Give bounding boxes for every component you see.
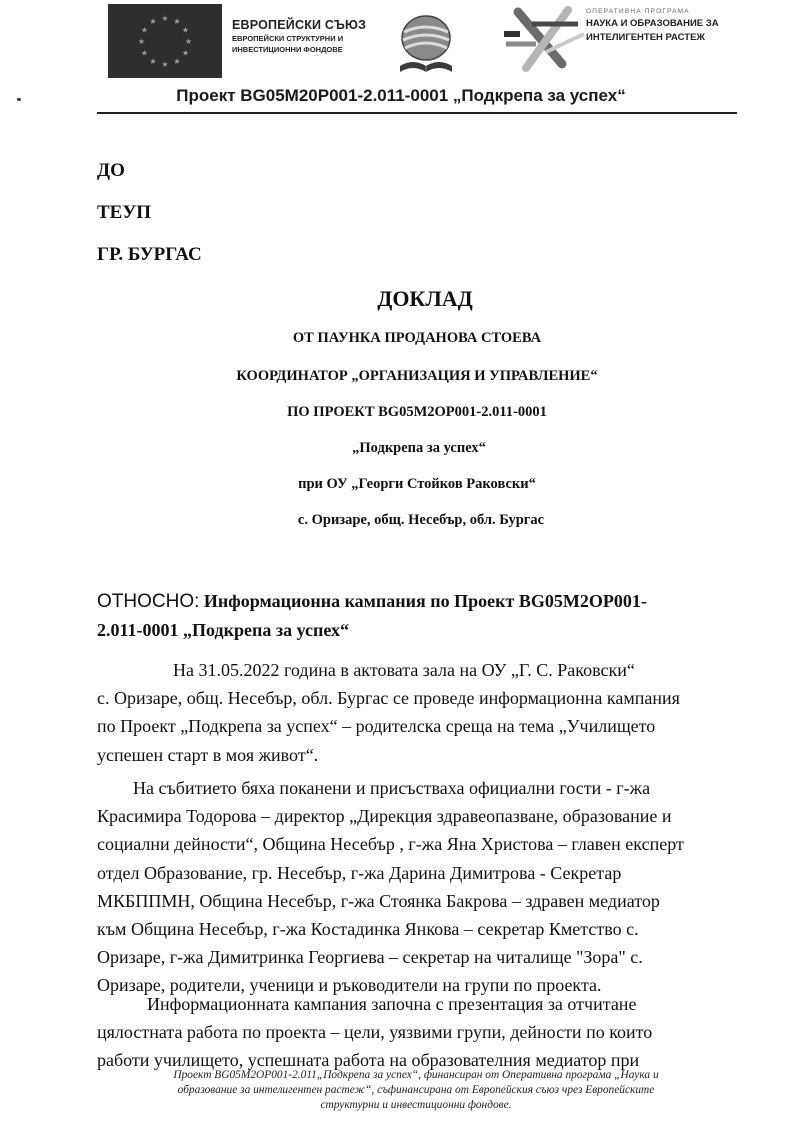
operational-programme-logo [500, 4, 590, 78]
paragraph-2 [97, 774, 733, 1000]
svg-text:★: ★ [140, 48, 149, 58]
op-overline: ОПЕРАТИВНА ПРОГРАМА [586, 8, 690, 15]
paragraph-line: цялостната работа по проекта – цели, уязвими групи, дейности по които [97, 1022, 653, 1043]
paragraph-line: успешен старт в моя живот“. [97, 744, 319, 765]
paragraph-line: Информационната кампания започна с презентация за отчитане [147, 994, 637, 1014]
paragraph-line: социални дейности“, Община Несебър , г-жа Яна Христова – главен експерт [97, 834, 684, 855]
paragraph-line: МКБППМН, Община Несебър, г-жа Стоянка Бакрова – здравен медиатор [97, 890, 660, 911]
op-emblem-icon [500, 4, 590, 78]
paragraph-line: към Община Несебър, г-жа Костадинка Янкова – секретар Кметство с. [97, 919, 639, 940]
addressee-org: ТЕУП [97, 202, 152, 223]
svg-text:★: ★ [181, 48, 190, 58]
svg-text:★: ★ [161, 60, 169, 69]
eu-subtitle-2: ИНВЕСТИЦИОННИ ФОНДОВЕ [232, 45, 343, 54]
globe-book-icon [386, 8, 466, 82]
report-project-code: ПО ПРОЕКТ BG05M2OP001-2.011-0001 [287, 404, 547, 420]
eu-stars-icon [108, 4, 222, 78]
report-title: ДОКЛАД [377, 286, 473, 311]
header-divider [97, 112, 737, 114]
svg-text:★: ★ [181, 25, 190, 35]
paragraph-line: Оризаре, родители, ученици и ръководители на групи по проекта. [97, 975, 602, 996]
paragraph-line: Красимира Тодорова – директор „Дирекция здравеопазване, образование и [97, 806, 672, 827]
addressee-to: ДО [97, 160, 125, 181]
svg-text:★: ★ [149, 17, 157, 26]
svg-text:★: ★ [140, 25, 149, 35]
eu-title: ЕВРОПЕЙСКИ СЪЮЗ [232, 18, 367, 32]
report-school: при ОУ „Георги Стойков Раковски“ [298, 476, 536, 492]
svg-text:★: ★ [161, 14, 169, 23]
paragraph-line: На 31.05.2022 година в актовата зала на ОУ „Г. С. Раковски“ [173, 660, 635, 680]
addressee-city: ГР. БУРГАС [97, 244, 202, 265]
paragraph-line: отдел Образование, гр. Несебър, г-жа Дарина Димитрова - Секретар [97, 862, 622, 883]
eu-flag-logo [108, 4, 222, 78]
paragraph-line: Оризаре, г-жа Димитринка Георгиева – секретар на читалище "Зора" с. [97, 947, 643, 968]
paragraph-1 [97, 656, 733, 769]
subject-line-1: Информационна кампания по Проект BG05M2OP001- [203, 591, 647, 611]
globe-book-logo [386, 8, 466, 82]
eu-subtitle-1: ЕВРОПЕЙСКИ СТРУКТУРНИ И [232, 34, 344, 43]
report-author: ОТ ПАУНКА ПРОДАНОВА СТОЕВА [292, 330, 542, 346]
report-location: с. Оризаре, общ. Несебър, обл. Бургас [297, 512, 545, 528]
svg-text:★: ★ [173, 57, 181, 66]
project-header: Проект BG05M20P001-2.011-0001 „Подкрепа за успех“ [176, 86, 626, 105]
report-position: КООРДИНАТОР „ОРГАНИЗАЦИЯ И УПРАВЛЕНИЕ“ [236, 368, 598, 384]
paragraph-line: по Проект „Подкрепа за успех“ – родителска среща на тема „Училището [97, 716, 656, 737]
svg-text:★: ★ [149, 57, 157, 66]
footer-line-3: структурни и инвестиционни фондове. [320, 1099, 512, 1111]
footer-line-1: Проект BG05M2OP001-2.011„Подкрепа за успех“, финансиран от Оперативна програма „Наука и [173, 1069, 659, 1081]
subject-block [97, 587, 737, 644]
scan-speck [17, 98, 21, 101]
svg-text:★: ★ [137, 37, 146, 46]
paragraph-line: работи училището, успешната работа на образователния медиатор при [97, 1050, 640, 1071]
op-title-2: ИНТЕЛИГЕНТЕН РАСТЕЖ [586, 32, 706, 43]
eu-logo-text [232, 18, 372, 54]
op-logo-text [586, 8, 726, 43]
paragraph-3 [97, 990, 733, 1075]
footer-line-2: образование за интелигентен растеж“, съфинансирана от Европейския съюз чрез Европейските [177, 1084, 655, 1096]
subject-line-2: 2.011-0001 „Подкрепа за успех“ [97, 620, 349, 640]
subject-label: ОТНОСНО: [97, 591, 200, 612]
paragraph-line: На събитието бяха поканени и присъстваха официални гости - г-жа [133, 778, 651, 798]
footer-note [96, 1068, 736, 1113]
paragraph-line: с. Оризаре, общ. Несебър, обл. Бургас се проведе информационна кампания [97, 688, 680, 709]
report-project-name: „Подкрепа за успех“ [352, 440, 486, 456]
svg-text:★: ★ [184, 37, 193, 46]
svg-text:★: ★ [173, 17, 181, 26]
op-title-1: НАУКА И ОБРАЗОВАНИЕ ЗА [586, 18, 719, 29]
